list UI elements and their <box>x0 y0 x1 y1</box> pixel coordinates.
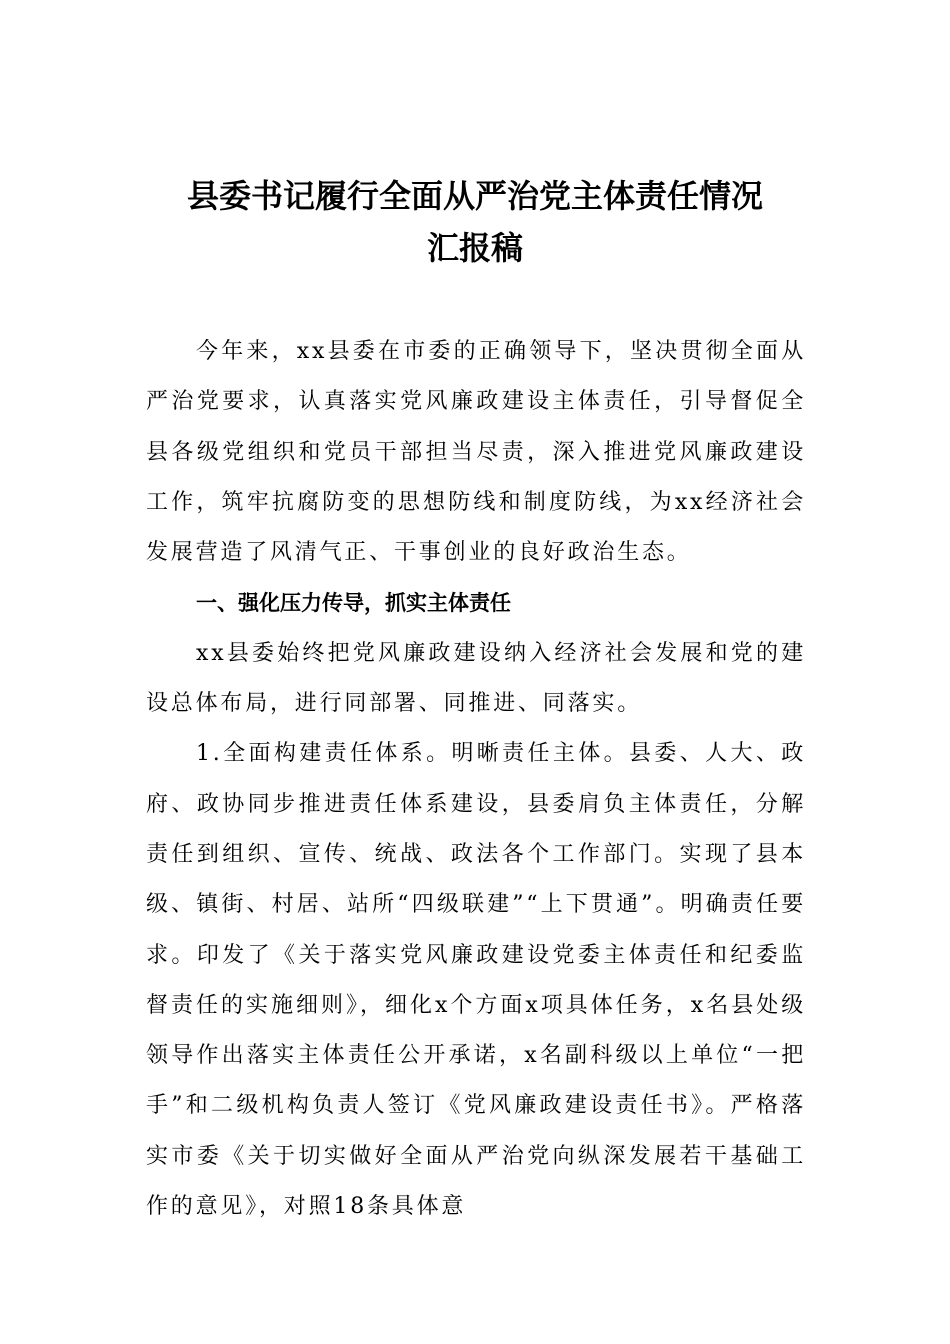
item-1-paragraph: 1.全面构建责任体系。明晰责任主体。县委、人大、政府、政协同步推进责任体系建设，县委肩负主体责任，分解责任到组织、宣传、统战、政法各个工作部门。实现了县本级、镇街、村居、站所“四级联建”“上下贯通”。明确责任要求。印发了《关于落实党风廉政建设党委主体责任和纪委监督责任的实施细则》，细化x个方面x项具体任务，x名县处级领导作出落实主体责任公开承诺，x名副科级以上单位“一把手”和二级机构负责人签订《党风廉政建设责任书》。严格落实市委《关于切实做好全面从严治党向纵深发展若干基础工作的意见》，对照18条具体意 <box>146 741 806 1220</box>
document-title-line-1: 县委书记履行全面从严治党主体责任情况 <box>186 177 763 215</box>
section-1-paragraph: xx县委始终把党风廉政建设纳入经济社会发展和党的建设总体布局，进行同部署、同推进、同落实。 <box>146 640 806 717</box>
document-body <box>146 327 806 1232</box>
document-title-line-2: 汇报稿 <box>426 229 523 267</box>
intro-paragraph: 今年来，xx县委在市委的正确领导下，坚决贯彻全面从严治党要求，认真落实党风廉政建设主体责任，引导督促全县各级党组织和党员干部担当尽责，深入推进党风廉政建设工作，筑牢抗腐防变的思想防线和制度防线，为xx经济社会发展营造了风清气正、干事创业的良好政治生态。 <box>146 339 806 566</box>
section-1-heading: 一、强化压力传导，抓实主体责任 <box>196 591 511 616</box>
